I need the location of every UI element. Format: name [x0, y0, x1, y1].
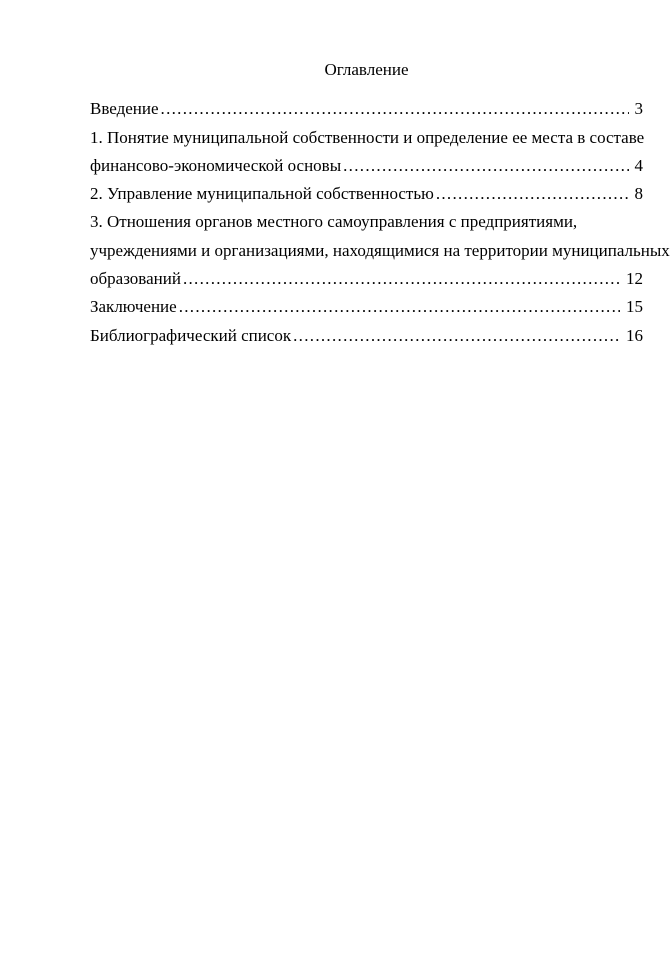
page-content [90, 0, 670, 350]
toc-page-number: 8 [634, 184, 643, 204]
toc-entry-text: учреждениями и организациями, находящимися на территории муниципальных [90, 240, 670, 260]
dot-leader [177, 293, 620, 321]
toc-page-number: 4 [634, 155, 643, 175]
dot-leader [181, 265, 620, 293]
toc-entry-line[interactable] [90, 152, 643, 180]
dot-leader [341, 152, 628, 180]
dot-leader [159, 95, 629, 123]
toc-entries [90, 95, 670, 350]
toc-entry-text: Введение [90, 99, 159, 119]
toc-page-number: 16 [626, 325, 643, 345]
toc-entry-text: Библиографический список [90, 325, 292, 345]
toc-page-number: 15 [626, 297, 643, 317]
toc-entry-text: 2. Управление муниципальной собственностью [90, 184, 434, 204]
toc-title: Оглавление [324, 60, 409, 79]
toc-entry-text: финансово-экономической основы [90, 155, 342, 175]
dot-leader [291, 322, 620, 350]
toc-entry-text: 1. Понятие муниципальной собственности и определение ее места в составе [90, 127, 645, 147]
toc-entry-line[interactable] [90, 237, 670, 265]
toc-entry-line[interactable] [90, 265, 643, 293]
toc-entry-line[interactable] [90, 124, 643, 152]
toc-entry-text: 3. Отношения органов местного самоуправления с предприятиями, [90, 212, 578, 232]
toc-page-number: 3 [634, 99, 643, 119]
toc-entry-line[interactable] [90, 180, 643, 208]
dot-leader [434, 180, 629, 208]
toc-entry-line[interactable] [90, 208, 643, 236]
toc-entry-line[interactable] [90, 95, 643, 123]
toc-entry-text: Заключение [90, 297, 177, 317]
toc-entry-line[interactable] [90, 322, 643, 350]
toc-entry-line[interactable] [90, 293, 643, 321]
toc-entry-text: образований [90, 269, 181, 289]
toc-page-number: 12 [626, 269, 643, 289]
